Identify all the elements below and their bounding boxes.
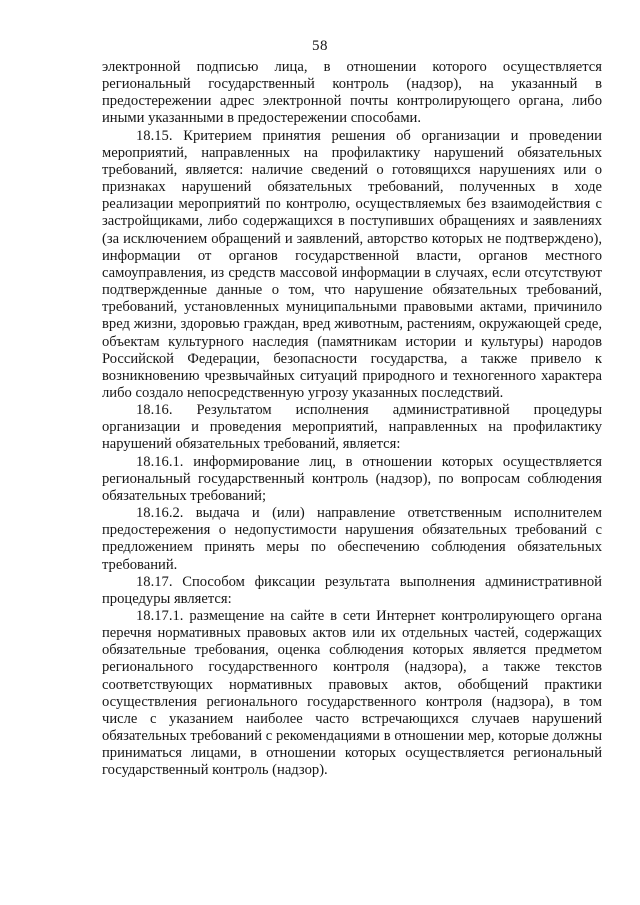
document-body	[102, 59, 602, 780]
paragraph-continuation: электронной подписью лица, в отношении которого осуществляется региональный государственный контроль (надзор), на указанный в предостережении адрес электронной почты контролирующего органа, либо иными указанными в предостережении способами.	[102, 59, 602, 127]
paragraph-18-17-1: 18.17.1. размещение на сайте в сети Интернет контролирующего органа перечня нормативных правовых актов или их отдельных частей, содержащих обязательные требования, оценка соблюдения которых является предметом регионального государственного контроля (надзора), а также текстов соответствующих нормативных правовых актов, обобщений практики осуществления регионального государственного контроля (надзора), в том числе с указанием наиболее часто встречающихся случаев нарушений обязательных требований с рекомендациями в отношении мер, которые должны приниматься лицами, в отношении которых осуществляется региональный государственный контроль (надзор).	[102, 608, 602, 779]
paragraph-18-17: 18.17. Способом фиксации результата выполнения административной процедуры является:	[102, 573, 602, 607]
page-number: 58	[312, 38, 328, 54]
paragraph-18-16-2: 18.16.2. выдача и (или) направление ответственным исполнителем предостережения о недопустимости нарушения обязательных требований с предложением принять меры по обеспечению соблюдения обязательных требований.	[102, 505, 602, 573]
paragraph-18-15: 18.15. Критерием принятия решения об организации и проведении мероприятий, направленных на профилактику нарушений обязательных требований, является: наличие сведений о готовящихся нарушениях или о признаках нарушений обязательных требований, полученных в ходе реализации мероприятий по контролю, осуществляемых без взаимодействия с застройщиками, либо содержащихся в поступивших обращениях и заявлениях (за исключением обращений и заявлений, авторство которых не подтверждено), информации от органов государственной власти, органов местного самоуправления, из средств массовой информации в случаях, если отсутствуют подтвержденные данные о том, что нарушение обязательных требований, требований, установленных муниципальными правовыми актами, причинило вред жизни, здоровью граждан, вред животным, растениям, окружающей среде, объектам культурного наследия (памятникам истории и культуры) народов Российской Федерации, безопасности государства, а также привело к возникновению чрезвычайных ситуаций природного и техногенного характера либо создало непосредственную угрозу указанных последствий.	[102, 127, 602, 401]
paragraph-18-16-1: 18.16.1. информирование лиц, в отношении которых осуществляется региональный государственный контроль (надзор), по вопросам соблюдения обязательных требований;	[102, 453, 602, 504]
paragraph-18-16: 18.16. Результатом исполнения административной процедуры организации и проведения мероприятий, направленных на профилактику нарушений обязательных требований, является:	[102, 402, 602, 453]
